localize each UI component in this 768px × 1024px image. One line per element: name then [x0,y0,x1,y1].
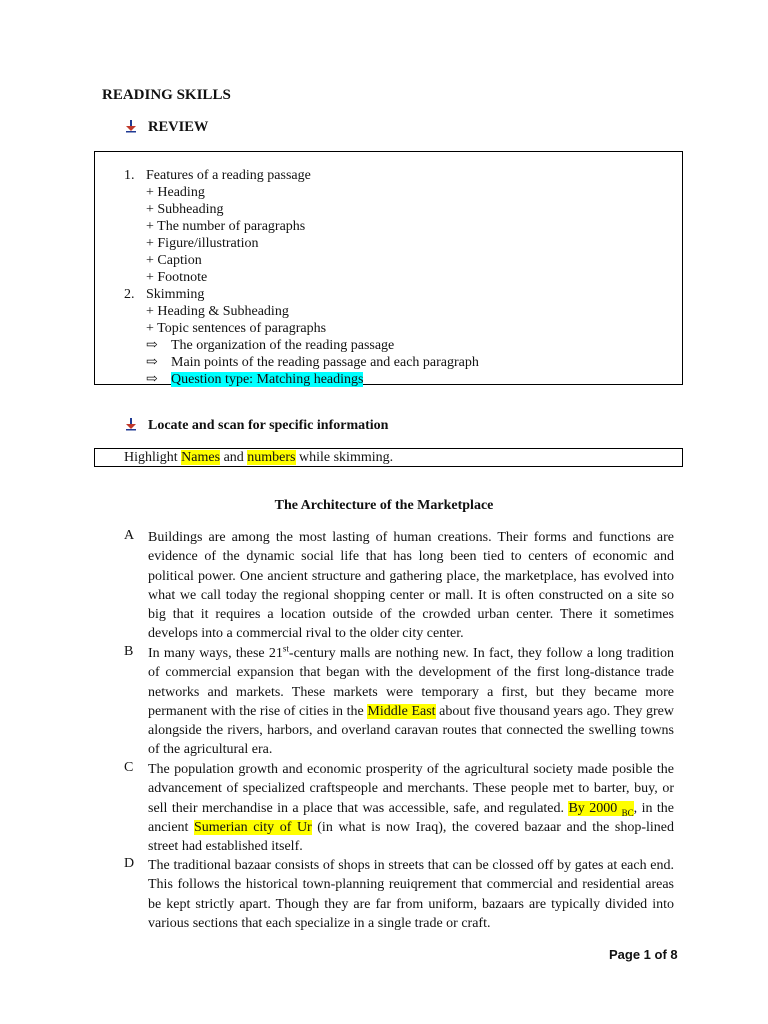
para-b-letter: B [124,644,134,659]
highlight-sumerian-city: Sumerian city of Ur [193,819,312,835]
review-arrow-organization: The organization of the reading passage [171,338,395,353]
review-sub-paragraphs: + The number of paragraphs [146,219,306,234]
highlight-middle-east: Middle East [367,703,436,719]
article-title: The Architecture of the Marketplace [274,498,494,513]
review-item-1: Features of a reading passage [146,168,311,183]
locate-heading: Locate and scan for specific information [148,418,389,433]
highlight-tip-text: Highlight Names and numbers while skimming. [124,450,394,465]
review-sub-topic-sentences: + Topic sentences of paragraphs [146,321,327,336]
review-sub-footnote: + Footnote [146,270,208,285]
review-sub-heading-subheading: + Heading & Subheading [146,304,289,319]
para-d-text: The traditional bazaar consists of shops in streets that can be clossed off by gates at each end. This follows the historical town-planning reuiqrement that commercial and residential areas be kept strictly apart. Though they are far from uniform, bazaars are typically divided into various sections that each specialize in a single trade or craft. [148,858,674,931]
arrow-bullet-icon [124,417,138,431]
review-arrow-main-points: Main points of the reading passage and each paragraph [171,355,479,370]
arrow-bullet-icon [124,119,138,133]
review-sub-subheading: + Subheading [146,202,224,217]
highlight-names: Names [181,450,221,465]
review-arrow-question-type: Question type: Matching headings [171,372,364,387]
review-heading-row [124,119,208,136]
para-d-letter: D [124,856,135,871]
para-a-letter: A [124,528,135,543]
hollow-arrow-icon: ⇨ [146,338,158,353]
para-c-text: The population growth and economic prosperity of the agricultural society made posible the advancement of specialized craftspeople and merchants. These people met to barter, buy, or sell their merchandise in a place that was accessible, safe, and regulated. By 2000 $_{BC}$, in the ancient Sumerian city of Ur (in what is now Iraq), the covered bazaar and the shop-lined street had established itself. [148,762,675,855]
review-sub-figure: + Figure/illustration [146,236,259,251]
locate-heading-row [124,417,388,434]
review-list: 1. Features of a reading passage + Heading + Subheading + The number of paragraphs + Figure/illustration + Caption + Footnote 2. Skimming + Heading & Subheading + Topic sentences of paragraphs ⇨ The organization of the reading passage ⇨ Main points of the reading passage and each paragraph ⇨ Question type: Matching headings [124,168,479,387]
review-sub-caption: + Caption [146,253,202,268]
highlight-date: By 2000 $_{BC}$ [568,800,634,818]
hollow-arrow-icon: ⇨ [146,355,158,370]
review-heading: REVIEW [148,119,209,135]
highlight-numbers: numbers [247,450,296,465]
hollow-arrow-icon: ⇨ [146,372,158,387]
page-title: READING SKILLS [102,87,231,103]
para-b-text: In many ways, these 21st-century malls are nothing new. In fact, they follow a long tradition of commercial expansion that began with the development of the first long-distance trade networks and markets. These markets were temporary a first, but they became more permanent with the rise of cities in the Middle East about five thousand years ago. They grew alongside the rivers, harbors, and overland caravan routes that connected the swelling towns of the agricultural era. [148,643,675,758]
review-item-2: Skimming [146,287,205,302]
para-a-text: Buildings are among the most lasting of human creations. Their forms and functions are evidence of the dynamic social life that has long been tied to centers of economic and political power. One ancient structure and gathering place, the marketplace, has evolved into what we call today the regional shopping center or mall. It is often constructed on a site so big that it requires a location outside of the crowded urban center. There it sometimes develops into a commercial rival to the older city center. [148,530,674,642]
review-sub-heading: + Heading [146,185,205,200]
para-c-letter: C [124,760,134,775]
page-number: Page 1 of 8 [609,947,678,962]
